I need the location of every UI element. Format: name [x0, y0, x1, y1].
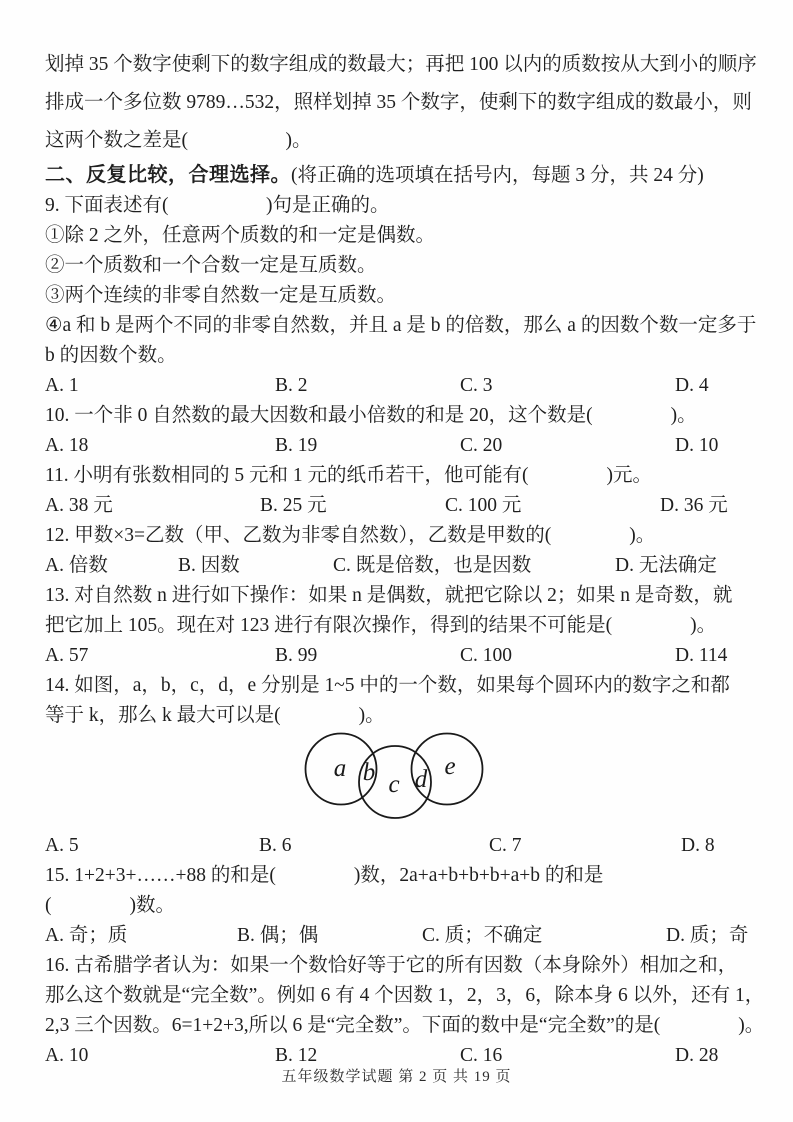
option-c: C. 100: [460, 645, 513, 666]
option-a: A. 5: [45, 835, 79, 856]
question-13-stem: 13. 对自然数 n 进行如下操作：如果 n 是偶数，就把它除以 2；如果 n 是奇数，就: [45, 585, 733, 606]
option-c: C. 100 元: [445, 495, 522, 516]
option-d: D. 28: [675, 1045, 719, 1066]
question-12-stem: 12. 甲数×3=乙数（甲、乙数为非零自然数），乙数是甲数的( )。: [45, 525, 656, 546]
option-a: A. 18: [45, 435, 89, 456]
statement-1: ①除 2 之外，任意两个质数的和一定是偶数。: [45, 225, 436, 246]
statement-4: ④a 和 b 是两个不同的非零自然数，并且 a 是 b 的倍数，那么 a 的因数个数一定多于: [45, 315, 757, 336]
question-15-options: [45, 921, 748, 951]
option-c: C. 质；不确定: [422, 925, 543, 946]
option-a: A. 1: [45, 375, 79, 396]
question-9: [45, 191, 757, 401]
venn-label-b: b: [362, 759, 376, 786]
option-c: C. 3: [460, 375, 493, 396]
question-12: [45, 521, 748, 581]
question-13-options: [45, 641, 748, 671]
question-15-stem-continued: ( )数。: [45, 895, 175, 916]
option-a: A. 38 元: [45, 495, 113, 516]
venn-label-c: c: [388, 771, 400, 798]
venn-circles-diagram: [45, 731, 748, 827]
question-10: [45, 401, 748, 461]
question-16: [45, 951, 765, 1071]
venn-circles-svg: [303, 730, 493, 826]
paragraph-line: 划掉 35 个数字使剩下的数字组成的数最大；再把 100 以内的质数按从大到小的顺序: [45, 54, 757, 75]
statement-4-continued: b 的因数个数。: [45, 345, 177, 366]
question-16-stem-line3: 2,3 三个因数。6=1+2+3,所以 6 是“完全数”。下面的数中是“完全数”的是( )。: [45, 1015, 765, 1036]
statement-2: ②一个质数和一个合数一定是互质数。: [45, 255, 377, 276]
option-d: D. 36 元: [660, 495, 728, 516]
section-instructions: (将正确的选项填在括号内，每题 3 分，共 24 分): [291, 165, 704, 186]
paragraph-line: 排成一个多位数 9789…532，照样划掉 35 个数字，使剩下的数字组成的数最小，则: [45, 92, 752, 113]
question-12-options: [45, 551, 748, 581]
question-16-stem: 16. 古希腊学者认为：如果一个数恰好等于它的所有因数（本身除外）相加之和，: [45, 955, 738, 976]
option-d: D. 8: [681, 835, 715, 856]
option-b: B. 12: [275, 1045, 318, 1066]
section-two-header: [45, 160, 748, 191]
option-d: D. 114: [675, 645, 728, 666]
option-b: B. 25 元: [260, 495, 327, 516]
question-9-options: [45, 371, 748, 401]
question-10-stem: 10. 一个非 0 自然数的最大因数和最小倍数的和是 20，这个数是( )。: [45, 405, 697, 426]
option-a: A. 奇；质: [45, 925, 128, 946]
option-a: A. 10: [45, 1045, 89, 1066]
question-14: [45, 671, 748, 861]
question-11-options: [45, 491, 748, 521]
option-d: D. 无法确定: [615, 555, 717, 576]
option-b: B. 6: [259, 835, 292, 856]
option-d: D. 10: [675, 435, 719, 456]
option-b: B. 99: [275, 645, 318, 666]
option-b: B. 19: [275, 435, 318, 456]
question-13-stem-continued: 把它加上 105。现在对 123 进行有限次操作，得到的结果不可能是( )。: [45, 615, 717, 636]
option-b: B. 2: [275, 375, 308, 396]
question-11: [45, 461, 748, 521]
option-a: A. 倍数: [45, 555, 108, 576]
option-c: C. 16: [460, 1045, 503, 1066]
option-c: C. 20: [460, 435, 503, 456]
question-15-stem: 15. 1+2+3+……+88 的和是( )数，2a+a+b+b+b+a+b 的和是: [45, 865, 604, 886]
question-9-stem: 9. 下面表述有( )句是正确的。: [45, 195, 390, 216]
page-footer: 五年级数学试题 第 2 页 共 19 页: [281, 1069, 512, 1085]
option-b: B. 偶；偶: [237, 925, 319, 946]
option-d: D. 质；奇: [666, 925, 749, 946]
question-13: [45, 581, 748, 671]
question-16-stem-line2: 那么这个数就是“完全数”。例如 6 有 4 个因数 1，2，3，6，除本身 6 以外，还有 1，: [45, 985, 765, 1006]
question-14-options: [45, 831, 748, 861]
option-b: B. 因数: [178, 555, 240, 576]
option-c: C. 既是倍数，也是因数: [333, 555, 532, 576]
question-14-stem-continued: 等于 k，那么 k 最大可以是( )。: [45, 705, 385, 726]
option-d: D. 4: [675, 375, 709, 396]
section-title: 二、反复比较，合理选择。: [45, 164, 291, 186]
question-14-stem: 14. 如图，a，b，c，d，e 分别是 1~5 中的一个数，如果每个圆环内的数字之和都: [45, 675, 730, 696]
venn-label-e: e: [444, 753, 456, 780]
option-c: C. 7: [489, 835, 522, 856]
venn-label-a: a: [333, 755, 347, 782]
question-8-continued: [45, 46, 757, 160]
question-11-stem: 11. 小明有张数相同的 5 元和 1 元的纸币若干，他可能有( )元。: [45, 465, 653, 486]
option-a: A. 57: [45, 645, 89, 666]
venn-label-d: d: [414, 766, 428, 793]
statement-3: ③两个连续的非零自然数一定是互质数。: [45, 285, 397, 306]
paragraph-line: 这两个数之差是( )。: [45, 130, 312, 151]
question-10-options: [45, 431, 748, 461]
question-15: [45, 861, 748, 951]
